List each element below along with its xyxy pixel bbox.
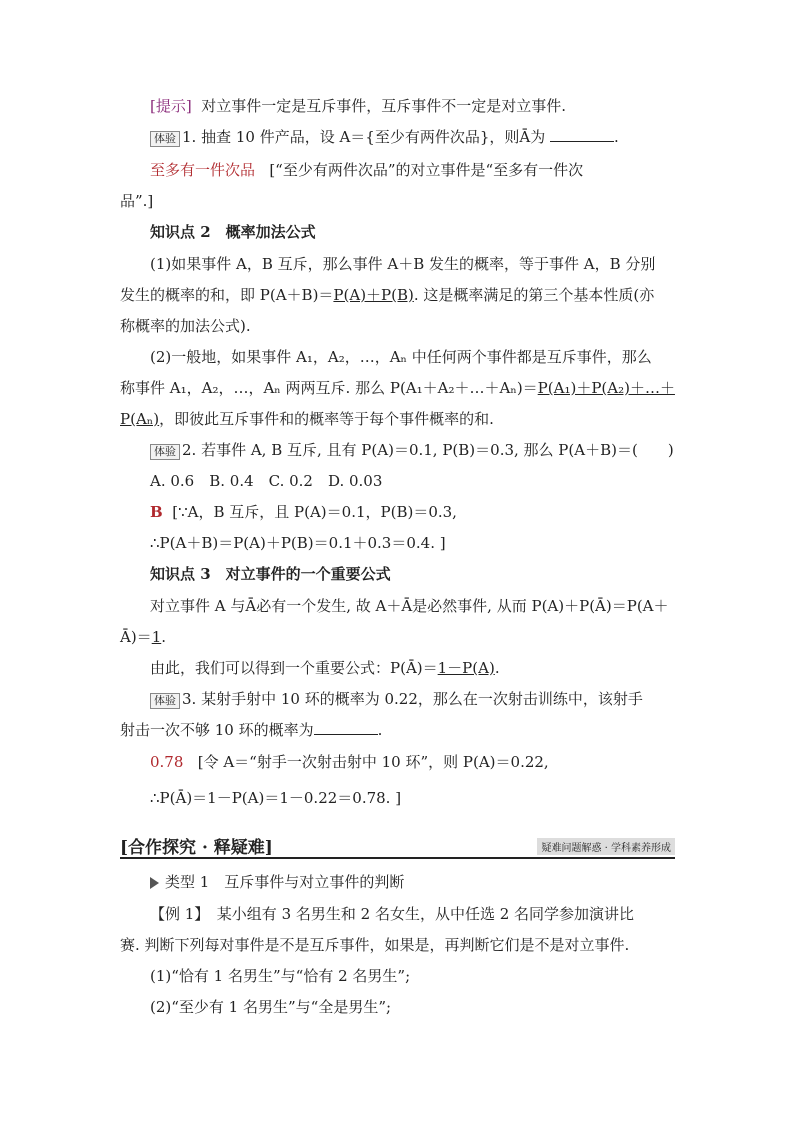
- answer-2: [150, 502, 457, 522]
- section-title: [合作探究 · 释疑难]: [120, 838, 273, 858]
- answer-3-value: 0.78: [150, 753, 184, 771]
- exercise-1-end: .: [614, 128, 619, 146]
- exercise-3: [150, 689, 643, 709]
- answer-3: [150, 752, 549, 772]
- example-1-line2: 赛. 判断下列每对事件是不是互斥事件，如果是，再判断它们是不是对立事件.: [120, 936, 630, 954]
- p2-line2: [120, 378, 675, 398]
- hint-text: 对立事件一定是互斥事件，互斥事件不一定是对立事件.: [201, 97, 567, 115]
- type-1-title: 类型 1 互斥事件与对立事件的判断: [165, 873, 405, 891]
- exercise-3-end: .: [377, 721, 383, 739]
- type-1-heading: [150, 872, 404, 892]
- section-subtitle: 疑难问题解惑 · 学科素养形成: [537, 838, 675, 855]
- exercise-2-text: 2. 若事件 A, B 互斥, 且有 P(A)＝0.1, P(B)＝0.3, 那么 P(A＋B)＝( ): [182, 441, 674, 459]
- exercise-badge: 体验: [150, 131, 180, 147]
- answer-3-line1: [令 A＝“射手一次射击射中 10 环”，则 P(A)＝0.22,: [197, 753, 549, 771]
- p3-line1: 对立事件 A 与Ā必有一个发生, 故 A＋Ā是必然事件, 从而 P(A)＋P(Ā)＝P(A＋: [150, 597, 669, 615]
- answer-2-line2: ∴P(A＋B)＝P(A)＋P(B)＝0.1＋0.3＝0.4. ]: [150, 534, 446, 552]
- p2-l2u: P(A₁)＋P(A₂)＋…＋: [537, 379, 675, 397]
- answer-1-value: 至多有一件次品: [150, 161, 256, 179]
- p2-line1: (2)一般地，如果事件 A₁，A₂，…，Aₙ 中任何两个事件都是互斥事件，那么: [150, 348, 652, 366]
- p1-line1: (1)如果事件 A，B 互斥，那么事件 A＋B 发生的概率，等于事件 A，B 分别: [150, 255, 656, 273]
- knowledge-2-title: 知识点 2 概率加法公式: [150, 223, 316, 241]
- p1-l2b: . 这是概率满足的第三个基本性质(亦: [413, 286, 655, 304]
- p2-l3u: P(Aₙ): [120, 410, 160, 428]
- p2-line3: [120, 409, 494, 429]
- p3-l3b: .: [494, 659, 500, 677]
- exercise-3-line1: 3. 某射手射中 10 环的概率为 0.22，那么在一次射击训练中，该射手: [182, 690, 643, 708]
- p1-l2u: P(A)＋P(B): [333, 286, 414, 304]
- exercise-badge: 体验: [150, 444, 180, 460]
- example-1-item2: (2)“至少有 1 名男生”与“全是男生”;: [150, 998, 392, 1016]
- exercise-3-line2: [120, 720, 382, 740]
- knowledge-3-title: 知识点 3 对立事件的一个重要公式: [150, 565, 391, 583]
- play-triangle-icon: [150, 877, 159, 889]
- exercise-badge: 体验: [150, 693, 180, 709]
- exercise-2-options: A. 0.6 B. 0.4 C. 0.2 D. 0.03: [150, 472, 383, 490]
- exercise-1-text: 1. 抽查 10 件产品，设 A＝{至少有两件次品}，则Ā为: [182, 128, 546, 146]
- p1-line3: 称概率的加法公式).: [120, 317, 251, 335]
- hint-line: [150, 96, 566, 116]
- example-1-item1: (1)“恰有 1 名男生”与“恰有 2 名男生”;: [150, 967, 411, 985]
- exercise-3-line2-text: 射击一次不够 10 环的概率为: [120, 721, 314, 739]
- answer-1: [150, 160, 583, 180]
- answer-1-exp-line2: 品”.]: [120, 192, 154, 210]
- p3-l2a: Ā)＝: [120, 628, 152, 646]
- p3-line3: [150, 658, 500, 678]
- hint-label: [提示]: [150, 97, 192, 115]
- answer-blank: [550, 129, 614, 142]
- answer-2-line1: [∵A，B 互斥，且 P(A)＝0.1，P(B)＝0.3,: [172, 503, 457, 521]
- p3-line2: [120, 627, 166, 647]
- example-1-line1: 【例 1】 某小组有 3 名男生和 2 名女生，从中任选 2 名同学参加演讲比: [150, 905, 635, 923]
- answer-1-exp: [“至少有两件次品”的对立事件是“至多有一件次: [269, 161, 584, 179]
- exercise-2: [150, 440, 674, 460]
- exercise-1: [150, 127, 619, 147]
- p3-l2u: 1: [151, 628, 162, 646]
- section-header: [120, 831, 675, 859]
- p1-line2: [120, 285, 654, 305]
- answer-blank: [314, 722, 378, 735]
- answer-2-value: B: [150, 503, 163, 521]
- answer-3-line2: ∴P(Ā)＝1－P(A)＝1－0.22＝0.78. ]: [150, 789, 402, 807]
- p3-l3u: 1－P(A): [437, 659, 495, 677]
- p2-l3b: ，即彼此互斥事件和的概率等于每个事件概率的和.: [159, 410, 494, 428]
- p3-l2b: .: [161, 628, 167, 646]
- p1-l2a: 发生的概率的和，即 P(A＋B)＝: [120, 286, 334, 304]
- p3-l3a: 由此，我们可以得到一个重要公式：P(Ā)＝: [150, 659, 438, 677]
- p2-l2a: 称事件 A₁，A₂，…，Aₙ 两两互斥. 那么 P(A₁＋A₂＋…＋Aₙ)＝: [120, 379, 538, 397]
